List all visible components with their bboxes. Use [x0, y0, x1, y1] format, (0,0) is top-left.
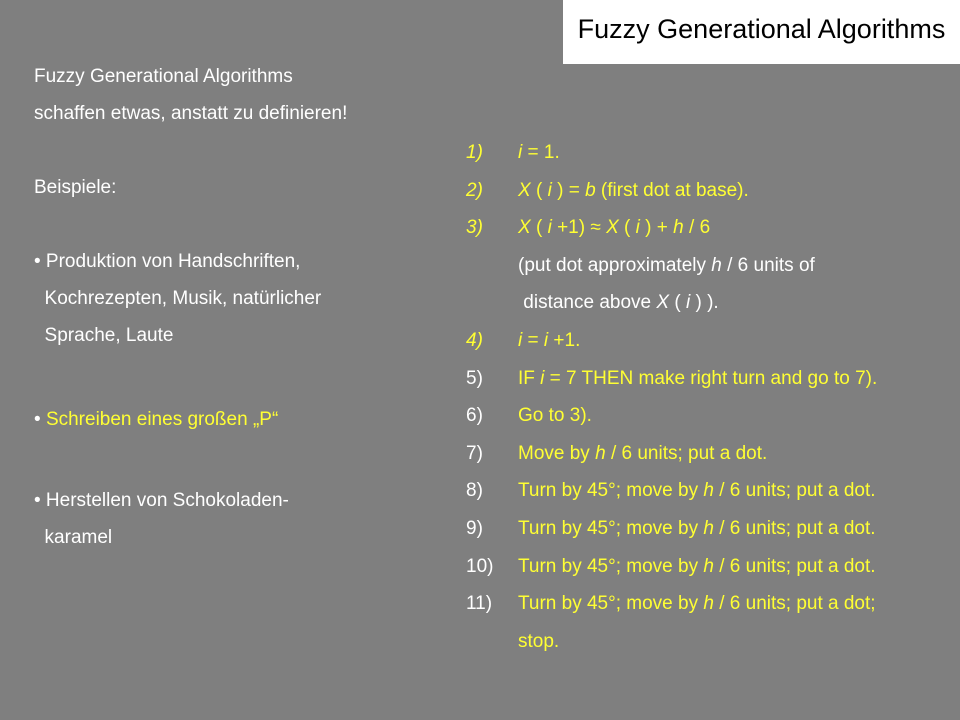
- step-row: [466, 247, 946, 285]
- bullet-1-line-2: Kochrezepten, Musik, natürlicher: [34, 288, 322, 309]
- step-text: X ( i ) = b (first dot at base).: [518, 179, 749, 201]
- step-row: [466, 360, 946, 398]
- step-row: [466, 585, 946, 623]
- step-row: [466, 548, 946, 586]
- step-number: 6): [466, 405, 483, 427]
- intro-line-2: schaffen etwas, anstatt zu definieren!: [34, 103, 348, 124]
- step-row: [466, 510, 946, 548]
- step-text: (put dot approximately h / 6 units of: [518, 254, 815, 276]
- slide-title: Fuzzy Generational Algorithms: [563, 0, 960, 64]
- step-row: [466, 172, 946, 210]
- step-text: X ( i +1) ≈ X ( i ) + h / 6: [518, 217, 711, 239]
- bullet-3-line-2: karamel: [34, 527, 113, 548]
- step-number: [466, 623, 518, 661]
- step-text: Turn by 45°; move by h / 6 units; put a dot;: [518, 593, 876, 615]
- algorithm-steps: [466, 134, 946, 660]
- step-text: i = i +1.: [518, 329, 581, 351]
- bullet-1-line-1: • Produktion von Handschriften,: [34, 251, 301, 272]
- step-text: Go to 3).: [518, 405, 592, 427]
- step-number: 4): [466, 329, 483, 351]
- step-text: Turn by 45°; move by h / 6 units; put a dot.: [518, 555, 876, 577]
- step-number: [466, 247, 518, 285]
- step-row: [466, 397, 946, 435]
- step-text: IF i = 7 THEN make right turn and go to 7).: [518, 367, 878, 389]
- step-number: 7): [466, 442, 483, 464]
- step-number: [466, 284, 518, 322]
- step-number: 11): [466, 593, 493, 615]
- step-row: [466, 472, 946, 510]
- step-row: [466, 284, 946, 322]
- step-number: 1): [466, 142, 483, 163]
- step-text: i = 1.: [518, 142, 560, 163]
- step-row: [466, 134, 946, 172]
- step-number: 3): [466, 217, 483, 239]
- step-row: [466, 435, 946, 473]
- step-number: 5): [466, 367, 483, 389]
- left-column: [34, 58, 434, 556]
- bullet-2-text: Schreiben eines großen „P“: [45, 409, 279, 430]
- step-row: [466, 623, 946, 661]
- bullet-2-marker: •: [34, 409, 46, 430]
- step-number: 2): [466, 179, 483, 201]
- intro-line-1: Fuzzy Generational Algorithms: [34, 66, 293, 87]
- bullet-2: [34, 401, 434, 438]
- step-row: [466, 322, 946, 360]
- bullet-1-line-3: Sprache, Laute: [34, 325, 174, 346]
- step-text: Move by h / 6 units; put a dot.: [518, 442, 768, 464]
- step-number: 10): [466, 555, 494, 577]
- bullet-3-line-1: • Herstellen von Schokoladen-: [34, 490, 289, 511]
- step-text: Turn by 45°; move by h / 6 units; put a dot.: [518, 517, 876, 539]
- step-row: [466, 209, 946, 247]
- step-text: stop.: [518, 630, 560, 652]
- step-number: 9): [466, 517, 483, 539]
- step-text: Turn by 45°; move by h / 6 units; put a dot.: [518, 480, 876, 502]
- step-number: 8): [466, 480, 483, 502]
- step-text: distance above X ( i ) ).: [518, 292, 719, 314]
- examples-heading: Beispiele:: [34, 177, 117, 198]
